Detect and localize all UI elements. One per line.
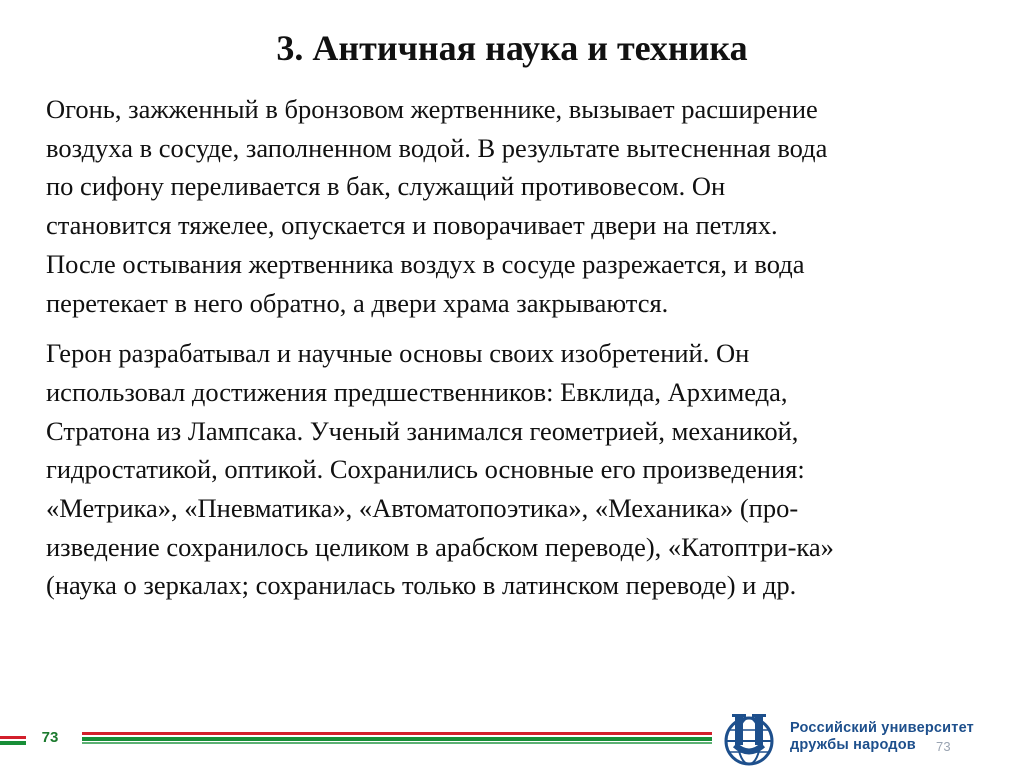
rudn-globe-logo-icon: [722, 712, 780, 767]
university-line-2: дружбы народов: [790, 737, 916, 753]
paragraph-1: Огонь, зажженный в бронзовом жертвеннике, вызывает расширение воздуха в сосуде, заполненном водой. В результате вытесненная вода по сифону переливается в бак, служащий противовесом. Он становится тяжелее, опускается и поворачивает двери на петлях. После остывания жертвенника воздух в сосуде разрежается, и вода перетекает в него обратно, а двери храма закрываются.: [46, 94, 828, 318]
university-name: [790, 720, 1000, 754]
slide-footer: [0, 712, 1024, 767]
footer-stripes: [82, 732, 712, 746]
footer-stripe-left: [0, 736, 26, 746]
university-line-1: Российский университет: [790, 720, 974, 736]
slide-body: [46, 90, 984, 605]
paragraph-2: Герон разрабатывал и научные основы своих изобретений. Он использовал достижения предшественников: Евклида, Архимеда, Стратона из Лампсака. Ученый занимался геометрией, механикой, гидростатикой, оптикой. Сохранились основные его произведения: «Метрика», «Пневматика», «Автоматопоэтика», «Механика» (про- изведение сохранилось целиком в арабском переводе), «Катоптри-ка» (наука о зеркалах; сохранилась только в латинском переводе) и др.: [46, 338, 834, 601]
slide-title: 3. Античная наука и техника: [276, 28, 748, 68]
page-number: 73: [41, 729, 59, 746]
page-watermark: 73: [936, 739, 951, 754]
